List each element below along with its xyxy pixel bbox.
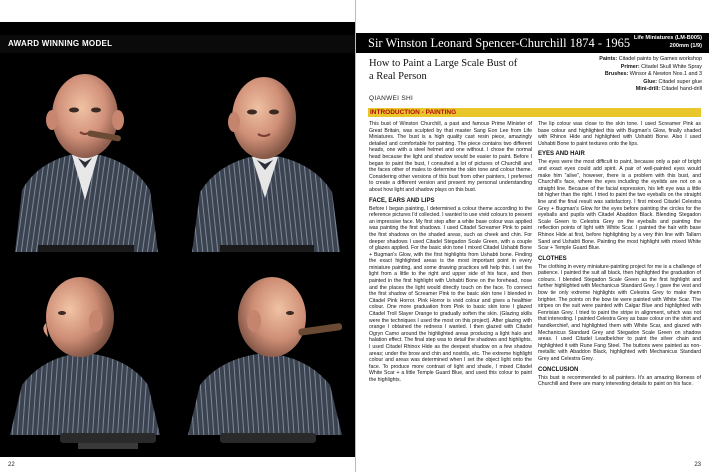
subject-title: Sir Winston Leonard Spencer-Churchill 1874 - 1965: [368, 36, 631, 50]
kit-scale: 200mm (1/9): [669, 42, 702, 49]
lips-paragraph: The lip colour was close to the skin tone. I used Screamer Pink as base colour and highlighted this with Bugman's Glow, finally shaded with Rhinox Hide and highlighted with Ushabti Bone. Also I used Ushabti Bone to paint textures onto the lips.: [538, 121, 701, 147]
bust-three-quarter-view: [180, 40, 350, 252]
author-name: QIANWEI SHI: [369, 95, 414, 102]
face-paragraph: Before I began painting, I determined a colour theme according to the reference pictures I'd collected. I wanted to use vivid colours to present an impressive face. My first step after a white base colour was applied was painting the first shadows. I used Citadel Screamer Pink to paint the first shadows on the shaded areas, such as cheek and chin. For deeper shadows I used Citadel Stegadon Scale Green, with a couple of glazes applied. For the basic skin tone I mixed Citadel Ushabti Bone + Bugman's Glow, with the first highlights from Ushabti bone. Finding the exact highlighted areas is the most important point in every miniature painting, and some drawing practices will help this. I set the light from a little to the right and upper side of his face, and then painted in the first highlight with Ushabti Bone on the forehead, nose and the places the light would directly touch on the face. To connect the first shadow of Screamer Pink to the basic skin tone I blended in Citadel Pink Horror. Pink Horror is vivid colour and gives a healthier colour. One more graduation from Pink to basic skin tone I glazed Citadel Troll Slayer Orange to gradually soften the skin. (Glazing skills were the techniques I used the most on this project). After glazing with orange I obtained the redness I wanted. I then glazed with Citadel Ogryn Camo around the highlighted areas producing a light halo and halation effect. The final step was to detail the shadows and highlights. I used Citadel Rhinox Hide as the deepest shadow on a few shadow areas; under the brow and chin and nostrils, etc. The extreme highlight colour and areas was determined when I set the object light onto the face. To produce more contrast of light and shade, I mixed Citadel White Scar + a little Temple Guard Blue, and used this colour to paint the highlights.: [369, 205, 532, 383]
conclusion-heading: CONCLUSION: [538, 366, 579, 373]
intro-paragraph: This bust of Winston Churchill, a past and famous Prime Minister of Great Britain, was sculpted by that master Sang Eon Lee from Life Miniatures. The bust is a high quality cast resin piece, amazingly detailed and comfortable for painting. The piece contains two different heads, one with a steel helmet and one without. I chose the normal head because the light and shadow would be easier to paint. Before I began to paint the bust, I consulted a lot of pictures of Churchill and the faces other of males to determine the skin tone and colour theme. Considering other versions of this bust from other painters, I preferred to create a different version and present my personal understanding about how light and shadow plays on this bust.: [369, 121, 532, 193]
left-page-number: 22: [8, 462, 15, 468]
kit-info: [634, 35, 702, 50]
eyes-heading: EYES AND HAIR: [538, 151, 585, 158]
kit-maker: Life Miniatures (LM-B005): [633, 35, 702, 41]
right-page-number: 23: [694, 462, 701, 468]
article-banner: [356, 33, 709, 53]
spec-brushes: Brushes: Winsor & Newton Nos.1 and 3: [604, 71, 702, 78]
text-column-2: [538, 121, 701, 392]
bust-left-profile: [0, 245, 170, 457]
spec-primer: Primer: Citadel Skull White Spray: [620, 63, 702, 70]
face-heading: FACE, EARS AND LIPS: [369, 197, 435, 204]
text-column-1: [369, 121, 532, 388]
left-banner: AWARD WINNING MODEL: [0, 35, 355, 53]
spec-drill: Mini-drill: Citadel hand-drill: [635, 86, 702, 93]
spec-glue: Glue: Citadel super glue: [643, 78, 702, 85]
conclusion-paragraph: This bust is recommended to all painters. It's an amazing likeness of Churchill and there are many interesting details to paint on his face.: [538, 374, 701, 388]
right-page: [356, 0, 709, 472]
section-header: [368, 108, 701, 117]
clothes-heading: CLOTHES: [538, 255, 567, 262]
bust-front-view: [0, 40, 170, 252]
clothes-paragraph: The clothing in every miniature-painting project for me is a challenge of patience. I painted the suit all black, then highlighted the graduation of colours. I blended Stegadon Scale Green as the first highlight and further highlighted with Mechanicus Standard Grey. I gave the vest and bow tie only extreme highlights with Celestra Grey to make them brighter. The points on the bow tie were painted with White Scar. The stripes on the suit were painted with Calgar Blue and highlighted with Fenrisian Grey. I tried to paint the stripe in alignment, which was not that interesting. I painted Celestra Grey as base colour on the shirt and handkerchief, and highlighted them with White Scar, and glazed with Mechanicus Standard Grey and Stegadon Scale Green on shadow areas. I used Citadel Leadbelcher to paint the silver chain and highlighted it with Rune Fang Steel. The buttons were painted as non-metallic with Abaddon Black, highlighted with Mechanicus Standard Grey and Celestra Grey.: [538, 263, 701, 362]
section-title: INTRODUCTION - PAINTING: [370, 109, 457, 116]
eyes-paragraph: The eyes were the most difficult to paint, because only a pair of bright and exact eyes could add spirit. A pair of well-painted eyes would make him "alive", however, there is a problem with this bust, and Churchill's face, where the eyes including the eyelids are not on a straight line. Because of the facial expression, his left eye was a little bit higher than the right. I tried to paint the two eyeballs on the straight line and the final result was satisfactory. I first mixed Citadel Celestra Grey + Bugman's Glow for the eyes before painting the circles for the eyeballs and pupils with Citadel Abaddon Black. Blending Stegadon Scale Green to Celestra Grey on the eyeballs and painting the reflection points of light with White Scar. I painted the hair with base Rhinox Hide at first, before highlighting by a very thin line with Tallarn Sand and Ushabti Bone. Painting the most highlight with mixed White Scar + Temple Guard Blue.: [538, 159, 701, 252]
bust-right-profile: [180, 245, 350, 457]
article-title: How to Paint a Large Scale Bust of a Real Person: [369, 58, 518, 82]
materials-list: [599, 56, 702, 94]
photo-collage: [0, 22, 355, 457]
spec-paints: Paints: Citadel paints by Games workshop: [599, 56, 702, 62]
